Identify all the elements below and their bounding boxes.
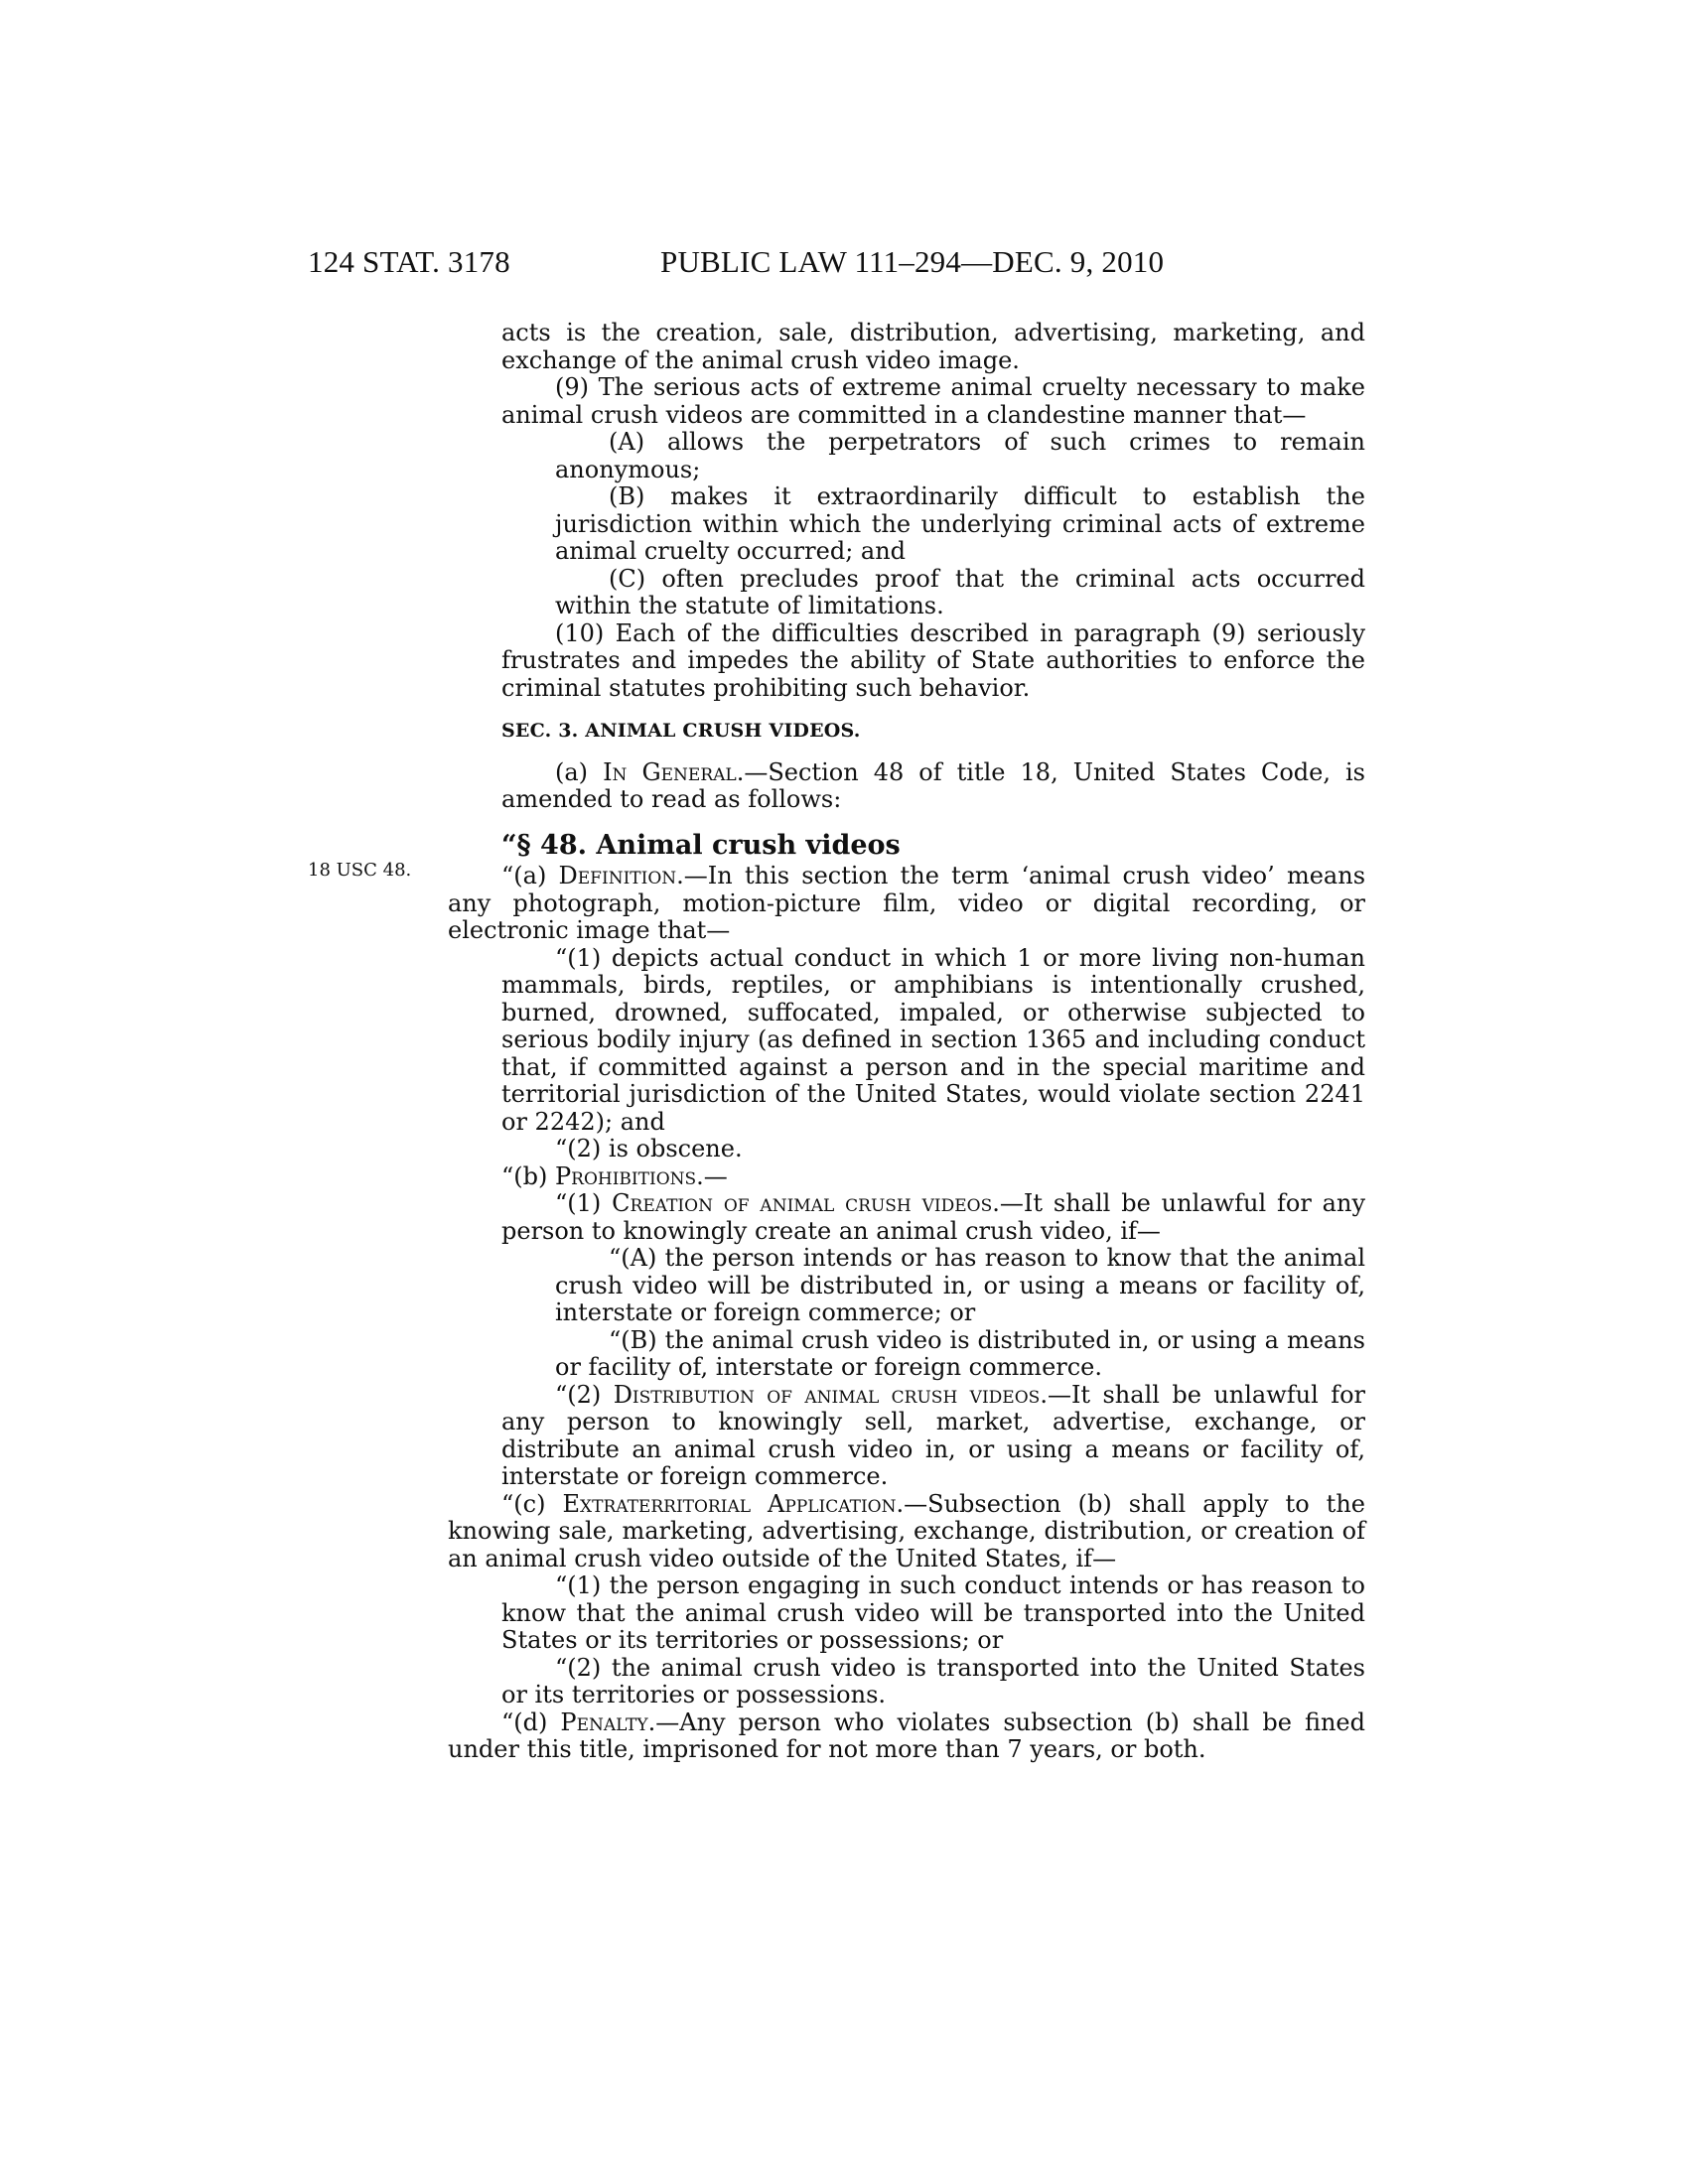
page-header [0, 244, 1688, 284]
s48-c-1: “(1) the person engaging in such conduct intends or has reason to know that the animal crush video will be transported into the United States or its territories or possessions; or [501, 1571, 1365, 1654]
s48-b2-caps: Distribution of animal crush videos [613, 1380, 1041, 1409]
s48-d-caps: Penalty [560, 1707, 648, 1736]
s48-b-caps: Prohibitions [555, 1161, 697, 1190]
section-48-body [448, 863, 1365, 1764]
s48-a-text: .—In this section the term ‘animal crush video’ means any photograph, motion-picture film, video or digital recording, or electronic image that— [448, 862, 1366, 944]
paragraph-9: (9) The serious acts of extreme animal cruelty necessary to make animal crush videos are committed in a clandestine manner that— [501, 373, 1365, 429]
sec3-a-caps: In General [603, 757, 737, 786]
paragraph-9-b: (B) makes it extraordinarily difficult to establish the jurisdiction within which the underlying criminal acts of extreme animal cruelty occurred; and [555, 482, 1365, 565]
s48-a-1: “(1) depicts actual conduct in which 1 or more living non-human mammals, birds, reptiles, or amphibians is intentionally crushed, burned, drowned, suffocated, impaled, or otherwise subjected to serious bodily injury (as defined in section 1365 and including conduct that, if committed against a person and in the special maritime and territorial jurisdiction of the United States, would violate section 2241 or 2242); and [501, 943, 1365, 1136]
s48-d-prefix: “(d) [501, 1707, 561, 1736]
s48-b [448, 1163, 1365, 1191]
paragraph-10: (10) Each of the difficulties described in paragraph (9) seriously frustrates and impedes the ability of State authorities to enforce the criminal statutes prohibiting such behavior. [501, 618, 1365, 702]
s48-d-text: .—Any person who violates subsection (b) shall be fined under this title, imprisoned for not more than 7 years, or both. [448, 1707, 1365, 1763]
document-body [448, 319, 1366, 1764]
section-3-heading: SEC. 3. ANIMAL CRUSH VIDEOS. [501, 720, 861, 742]
s48-a [448, 863, 1365, 945]
section-3-a [501, 759, 1365, 814]
s48-c-prefix: “(c) [501, 1489, 563, 1518]
margin-note: 18 USC 48. [308, 860, 412, 881]
paragraph-9-c: (C) often precludes proof that the criminal acts occurred within the statute of limitations. [555, 564, 1365, 619]
s48-b1-prefix: “(1) [555, 1189, 613, 1217]
s48-c [448, 1491, 1365, 1573]
s48-a-caps: Definition [558, 862, 677, 889]
page-number: 124 STAT. 3178 [308, 244, 510, 279]
s48-c-caps: Extraterritorial Application [562, 1489, 897, 1518]
s48-b-2 [448, 1382, 1365, 1491]
s48-b-prefix: “(b) [501, 1161, 555, 1190]
s48-b-1-B: “(B) the animal crush video is distributed in, or using a means or facility of, interstate or foreign commerce. [555, 1325, 1365, 1381]
section-48-title: “§ 48. Animal crush videos [501, 829, 901, 861]
s48-a-prefix: “(a) [501, 862, 559, 889]
s48-c-2: “(2) the animal crush video is transported into the United States or its territories or possessions. [501, 1653, 1365, 1708]
s48-b-1-A: “(A) the person intends or has reason to know that the animal crush video will be distributed in, or using a means or facility of, interstate or foreign commerce; or [555, 1244, 1365, 1326]
law-title: PUBLIC LAW 111–294—DEC. 9, 2010 [660, 244, 1165, 279]
s48-b2-text: .—It shall be unlawful for any person to knowingly sell, market, advertise, exchange, or distribute an animal crush video in, or using a means or facility of, interstate or foreign commerce. [501, 1380, 1366, 1490]
s48-a-2: “(2) is obscene. [555, 1135, 743, 1162]
sec3-a-text: .—Section 48 of title 18, United States Code, is amended to read as follows: [501, 757, 1366, 813]
s48-b-1 [448, 1190, 1365, 1245]
s48-d [448, 1709, 1365, 1764]
paragraph-8-continuation: acts is the creation, sale, distribution, advertising, marketing, and exchange of the animal crush video image. [501, 319, 1365, 374]
s48-c-text: .—Subsection (b) shall apply to the knowing sale, marketing, advertising, exchange, distribution, or creation of an animal crush video outside of the United States, if— [448, 1489, 1365, 1572]
s48-b2-prefix: “(2) [555, 1380, 614, 1409]
s48-b1-caps: Creation of animal crush videos [612, 1189, 993, 1217]
sec3-a-prefix: (a) [555, 757, 604, 786]
s48-b1-text: .—It shall be unlawful for any person to knowingly create an animal crush video, if— [501, 1189, 1365, 1245]
s48-b-text: .— [696, 1161, 728, 1190]
paragraph-9-a: (A) allows the perpetrators of such crimes to remain anonymous; [555, 428, 1365, 483]
